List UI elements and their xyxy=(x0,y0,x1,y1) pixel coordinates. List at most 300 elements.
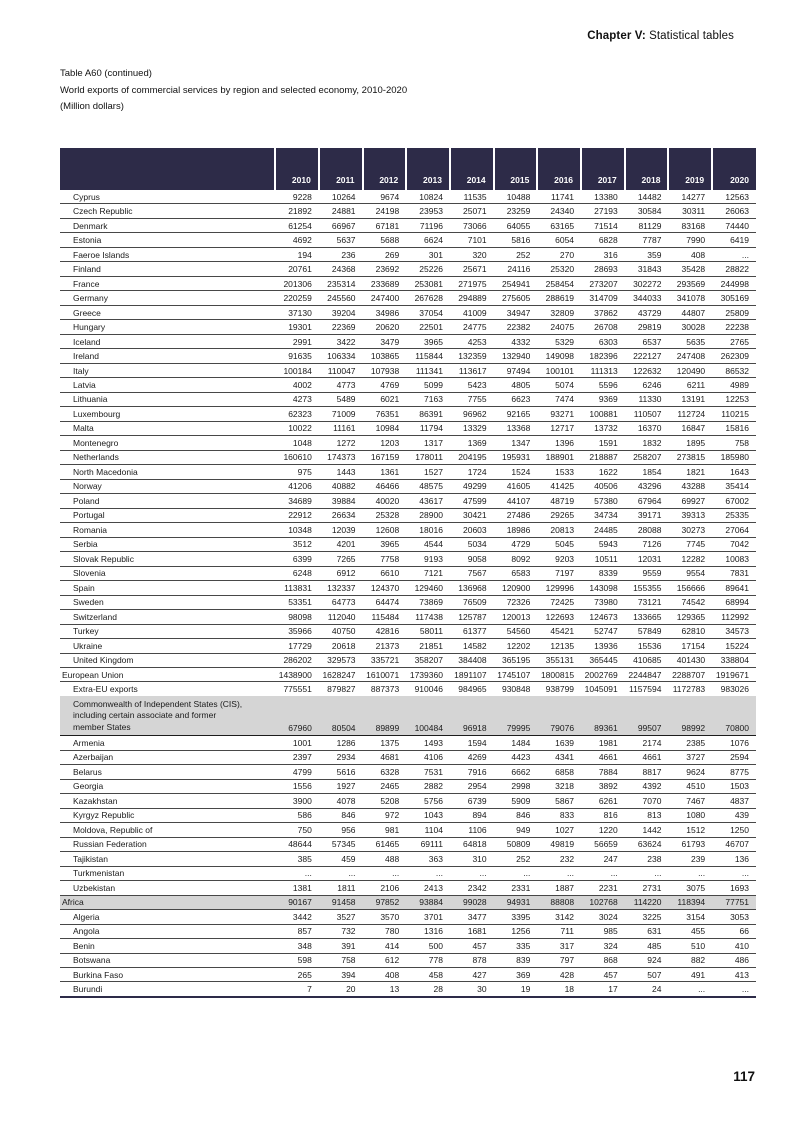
value-cell: 238 xyxy=(625,852,669,866)
value-cell: 887373 xyxy=(363,682,407,696)
value-cell: 1927 xyxy=(319,779,363,793)
value-cell: 25320 xyxy=(537,262,581,276)
value-cell: 9369 xyxy=(581,392,625,406)
value-cell: 6399 xyxy=(275,552,319,566)
value-cell: 7884 xyxy=(581,765,625,779)
table-row xyxy=(60,421,756,435)
value-cell: 6419 xyxy=(712,233,756,247)
value-cell: 30421 xyxy=(450,508,494,522)
table-row xyxy=(60,305,756,319)
row-label: Belarus xyxy=(60,765,275,779)
value-cell: 3053 xyxy=(712,910,756,924)
value-cell: 30584 xyxy=(625,204,669,218)
value-cell: 2002769 xyxy=(581,667,625,681)
value-cell: 4805 xyxy=(494,378,538,392)
table-row xyxy=(60,204,756,218)
value-cell: ... xyxy=(668,866,712,880)
value-cell: 1800815 xyxy=(537,667,581,681)
value-cell: 500 xyxy=(406,939,450,953)
year-column-header: 2019 xyxy=(668,148,712,190)
value-cell: 486 xyxy=(712,953,756,967)
value-cell: 185980 xyxy=(712,450,756,464)
value-cell: 612 xyxy=(363,953,407,967)
value-cell: 1172783 xyxy=(668,682,712,696)
value-cell: 50809 xyxy=(494,837,538,851)
value-cell: 112992 xyxy=(712,610,756,624)
value-cell: 13380 xyxy=(581,190,625,204)
value-cell: 1316 xyxy=(406,924,450,938)
row-label: Ireland xyxy=(60,349,275,363)
value-cell: 29819 xyxy=(625,320,669,334)
value-cell: 3965 xyxy=(406,334,450,348)
value-cell: 6303 xyxy=(581,334,625,348)
value-cell: 41009 xyxy=(450,305,494,319)
value-cell: 428 xyxy=(537,968,581,982)
value-cell: 14582 xyxy=(450,639,494,653)
value-cell: 6246 xyxy=(625,378,669,392)
value-cell: 301 xyxy=(406,247,450,261)
value-cell: 3225 xyxy=(625,910,669,924)
value-cell: 1643 xyxy=(712,465,756,479)
value-cell: 879827 xyxy=(319,682,363,696)
value-cell: 25226 xyxy=(406,262,450,276)
value-cell: 233689 xyxy=(363,276,407,290)
value-cell: 732 xyxy=(319,924,363,938)
value-cell: 7197 xyxy=(537,566,581,580)
value-cell: ... xyxy=(494,866,538,880)
value-cell: 1724 xyxy=(450,465,494,479)
value-cell: 1527 xyxy=(406,465,450,479)
value-cell: 391 xyxy=(319,939,363,953)
table-row xyxy=(60,494,756,508)
value-cell: 878 xyxy=(450,953,494,967)
table-row xyxy=(60,523,756,537)
value-cell: 2413 xyxy=(406,881,450,895)
value-cell: 314709 xyxy=(581,291,625,305)
value-cell: 488 xyxy=(363,852,407,866)
value-cell: 20 xyxy=(319,982,363,997)
value-cell: 1045091 xyxy=(581,682,625,696)
row-label: Botswana xyxy=(60,953,275,967)
value-cell: 41605 xyxy=(494,479,538,493)
row-label: Benin xyxy=(60,939,275,953)
value-cell: 6610 xyxy=(363,566,407,580)
value-cell: 288619 xyxy=(537,291,581,305)
value-cell: 91635 xyxy=(275,349,319,363)
value-cell: 413 xyxy=(712,968,756,982)
value-cell: 21373 xyxy=(363,639,407,653)
value-cell: 29265 xyxy=(537,508,581,522)
value-cell: 7831 xyxy=(712,566,756,580)
value-cell: 12717 xyxy=(537,421,581,435)
value-cell: 24881 xyxy=(319,204,363,218)
value-cell: 7126 xyxy=(625,537,669,551)
value-cell: 1524 xyxy=(494,465,538,479)
row-label: Luxembourg xyxy=(60,407,275,421)
value-cell: 16847 xyxy=(668,421,712,435)
value-cell: 14482 xyxy=(625,190,669,204)
table-row xyxy=(60,750,756,764)
value-cell: 44107 xyxy=(494,494,538,508)
value-cell: 1981 xyxy=(581,736,625,750)
row-label: Georgia xyxy=(60,779,275,793)
value-cell: 96962 xyxy=(450,407,494,421)
value-cell: 1048 xyxy=(275,436,319,450)
value-cell: 10022 xyxy=(275,421,319,435)
value-cell: 265 xyxy=(275,968,319,982)
value-cell: 54560 xyxy=(494,624,538,638)
value-cell: 11535 xyxy=(450,190,494,204)
value-cell: 457 xyxy=(450,939,494,953)
value-cell: 4423 xyxy=(494,750,538,764)
value-cell: 365195 xyxy=(494,653,538,667)
value-cell: 89899 xyxy=(363,696,407,736)
value-cell: 273815 xyxy=(668,450,712,464)
value-cell: 5074 xyxy=(537,378,581,392)
value-cell: 408 xyxy=(668,247,712,261)
value-cell: 7745 xyxy=(668,537,712,551)
value-cell: 103865 xyxy=(363,349,407,363)
row-label: Moldova, Republic of xyxy=(60,823,275,837)
value-cell: 5489 xyxy=(319,392,363,406)
value-cell: 363 xyxy=(406,852,450,866)
value-cell: 1891107 xyxy=(450,667,494,681)
row-label: Kazakhstan xyxy=(60,794,275,808)
value-cell: 4773 xyxy=(319,378,363,392)
year-column-header: 2016 xyxy=(537,148,581,190)
row-label: Serbia xyxy=(60,537,275,551)
table-row xyxy=(60,233,756,247)
value-cell: 2954 xyxy=(450,779,494,793)
value-cell: 222127 xyxy=(625,349,669,363)
value-cell: 110215 xyxy=(712,407,756,421)
value-cell: 1369 xyxy=(450,436,494,450)
value-cell: 7265 xyxy=(319,552,363,566)
value-cell: 839 xyxy=(494,953,538,967)
value-cell: 8775 xyxy=(712,765,756,779)
row-label: Estonia xyxy=(60,233,275,247)
value-cell: 71009 xyxy=(319,407,363,421)
value-cell: 23259 xyxy=(494,204,538,218)
value-cell: 124673 xyxy=(581,610,625,624)
value-cell: 3900 xyxy=(275,794,319,808)
row-label-line: Commonwealth of Independent States (CIS), xyxy=(73,698,243,709)
value-cell: 39171 xyxy=(625,508,669,522)
value-cell: 48644 xyxy=(275,837,319,851)
value-cell: 129460 xyxy=(406,581,450,595)
value-cell: 5616 xyxy=(319,765,363,779)
row-label: Hungary xyxy=(60,320,275,334)
value-cell: 1381 xyxy=(275,881,319,895)
value-cell: 1887 xyxy=(537,881,581,895)
value-cell: 2231 xyxy=(581,881,625,895)
value-cell: 310 xyxy=(450,852,494,866)
chapter-number: Chapter V: xyxy=(587,30,646,42)
row-label: Burundi xyxy=(60,982,275,997)
value-cell: 267628 xyxy=(406,291,450,305)
value-cell: 2106 xyxy=(363,881,407,895)
value-cell: 1591 xyxy=(581,436,625,450)
table-row xyxy=(60,450,756,464)
value-cell: 586 xyxy=(275,808,319,822)
value-cell: 797 xyxy=(537,953,581,967)
value-cell: 6624 xyxy=(406,233,450,247)
value-cell: 833 xyxy=(537,808,581,822)
value-cell: 1821 xyxy=(668,465,712,479)
value-cell: 125787 xyxy=(450,610,494,624)
value-cell: 598 xyxy=(275,953,319,967)
value-cell: 12202 xyxy=(494,639,538,653)
value-cell: 3442 xyxy=(275,910,319,924)
value-cell: 201306 xyxy=(275,276,319,290)
value-cell: 17154 xyxy=(668,639,712,653)
table-row xyxy=(60,852,756,866)
value-cell: 89641 xyxy=(712,581,756,595)
row-label: Azerbaijan xyxy=(60,750,275,764)
value-cell: 7070 xyxy=(625,794,669,808)
value-cell: 369 xyxy=(494,968,538,982)
value-cell: 1250 xyxy=(712,823,756,837)
value-cell: 16370 xyxy=(625,421,669,435)
row-label: Finland xyxy=(60,262,275,276)
value-cell: 129365 xyxy=(668,610,712,624)
table-row xyxy=(60,823,756,837)
value-cell: 324 xyxy=(581,939,625,953)
value-cell: 930848 xyxy=(494,682,538,696)
value-cell: 34986 xyxy=(363,305,407,319)
value-cell: 1220 xyxy=(581,823,625,837)
value-cell: 115484 xyxy=(363,610,407,624)
row-label: Kyrgyz Republic xyxy=(60,808,275,822)
value-cell: 99507 xyxy=(625,696,669,736)
value-cell: 341078 xyxy=(668,291,712,305)
value-cell: 401430 xyxy=(668,653,712,667)
value-cell: ... xyxy=(581,866,625,880)
value-cell: 239 xyxy=(668,852,712,866)
table-row xyxy=(60,696,756,736)
value-cell: 63165 xyxy=(537,218,581,232)
value-cell: 12031 xyxy=(625,552,669,566)
value-cell: 2991 xyxy=(275,334,319,348)
value-cell: 132940 xyxy=(494,349,538,363)
value-cell: 24368 xyxy=(319,262,363,276)
value-cell: 14277 xyxy=(668,190,712,204)
value-cell: 9674 xyxy=(363,190,407,204)
row-label: France xyxy=(60,276,275,290)
value-cell: 7467 xyxy=(668,794,712,808)
year-column-header: 2010 xyxy=(275,148,319,190)
value-cell: 1745107 xyxy=(494,667,538,681)
value-cell: 28822 xyxy=(712,262,756,276)
value-cell: 10348 xyxy=(275,523,319,537)
value-cell: 112040 xyxy=(319,610,363,624)
value-cell: 3701 xyxy=(406,910,450,924)
value-cell: 910046 xyxy=(406,682,450,696)
value-cell: 10264 xyxy=(319,190,363,204)
value-cell: 3512 xyxy=(275,537,319,551)
value-cell: 69111 xyxy=(406,837,450,851)
table-row xyxy=(60,218,756,232)
table-title: World exports of commercial services by region and selected economy, 2010-2020 xyxy=(60,84,408,96)
value-cell: 46466 xyxy=(363,479,407,493)
value-cell: 5756 xyxy=(406,794,450,808)
value-cell: 194 xyxy=(275,247,319,261)
value-cell: 10511 xyxy=(581,552,625,566)
year-column-header: 2014 xyxy=(450,148,494,190)
row-label: Slovenia xyxy=(60,566,275,580)
row-label-line: member States xyxy=(73,721,131,732)
value-cell: 99028 xyxy=(450,895,494,909)
value-cell: 25809 xyxy=(712,305,756,319)
value-cell: 232 xyxy=(537,852,581,866)
value-cell: 13936 xyxy=(581,639,625,653)
value-cell: 15816 xyxy=(712,421,756,435)
value-cell: ... xyxy=(319,866,363,880)
value-cell: 120013 xyxy=(494,610,538,624)
value-cell: 10984 xyxy=(363,421,407,435)
value-cell: 6583 xyxy=(494,566,538,580)
value-cell: 711 xyxy=(537,924,581,938)
value-cell: 98098 xyxy=(275,610,319,624)
row-label: Angola xyxy=(60,924,275,938)
value-cell: 86391 xyxy=(406,407,450,421)
value-cell: 1493 xyxy=(406,736,450,750)
value-cell: 414 xyxy=(363,939,407,953)
table-row xyxy=(60,392,756,406)
value-cell: 329573 xyxy=(319,653,363,667)
value-cell: 938799 xyxy=(537,682,581,696)
table-row xyxy=(60,407,756,421)
value-cell: 136968 xyxy=(450,581,494,595)
value-cell: 111313 xyxy=(581,363,625,377)
value-cell: 507 xyxy=(625,968,669,982)
value-cell: 758 xyxy=(319,953,363,967)
row-label: Portugal xyxy=(60,508,275,522)
value-cell: 77751 xyxy=(712,895,756,909)
value-cell: 1027 xyxy=(537,823,581,837)
value-cell: 3965 xyxy=(363,537,407,551)
value-cell: 275605 xyxy=(494,291,538,305)
value-cell: ... xyxy=(363,866,407,880)
value-cell: 758 xyxy=(712,436,756,450)
value-cell: 22912 xyxy=(275,508,319,522)
value-cell: 70800 xyxy=(712,696,756,736)
value-cell: 4692 xyxy=(275,233,319,247)
value-cell: 49299 xyxy=(450,479,494,493)
value-cell: 182396 xyxy=(581,349,625,363)
row-label: Extra-EU exports xyxy=(60,682,275,696)
value-cell: 1484 xyxy=(494,736,538,750)
row-label: Czech Republic xyxy=(60,204,275,218)
table-row xyxy=(60,465,756,479)
value-cell: 9203 xyxy=(537,552,581,566)
value-cell: 9559 xyxy=(625,566,669,580)
value-cell: 3218 xyxy=(537,779,581,793)
value-cell: 100101 xyxy=(537,363,581,377)
value-cell: 778 xyxy=(406,953,450,967)
value-cell: 35428 xyxy=(668,262,712,276)
row-label: Latvia xyxy=(60,378,275,392)
value-cell: 7755 xyxy=(450,392,494,406)
value-cell: 1347 xyxy=(494,436,538,450)
value-cell: 100184 xyxy=(275,363,319,377)
value-cell: 7163 xyxy=(406,392,450,406)
value-cell: ... xyxy=(712,247,756,261)
year-column-header: 2015 xyxy=(494,148,538,190)
value-cell: 61793 xyxy=(668,837,712,851)
value-cell: 22238 xyxy=(712,320,756,334)
value-cell: 1739360 xyxy=(406,667,450,681)
value-cell: 10083 xyxy=(712,552,756,566)
value-cell: 9554 xyxy=(668,566,712,580)
year-column-header: 2012 xyxy=(363,148,407,190)
value-cell: 983026 xyxy=(712,682,756,696)
value-cell: 28088 xyxy=(625,523,669,537)
table-row xyxy=(60,581,756,595)
value-cell: 66967 xyxy=(319,218,363,232)
value-cell: 136 xyxy=(712,852,756,866)
table-row xyxy=(60,247,756,261)
table-row xyxy=(60,436,756,450)
value-cell: 9624 xyxy=(668,765,712,779)
value-cell: 2174 xyxy=(625,736,669,750)
value-cell: 1438900 xyxy=(275,667,319,681)
table-row xyxy=(60,378,756,392)
value-cell: 813 xyxy=(625,808,669,822)
value-cell: 1503 xyxy=(712,779,756,793)
value-cell: 816 xyxy=(581,808,625,822)
value-cell: 4681 xyxy=(363,750,407,764)
row-label: Italy xyxy=(60,363,275,377)
value-cell: 61254 xyxy=(275,218,319,232)
row-label: Germany xyxy=(60,291,275,305)
value-cell: 52747 xyxy=(581,624,625,638)
table-row xyxy=(60,866,756,880)
value-cell: 6211 xyxy=(668,378,712,392)
value-cell: 6021 xyxy=(363,392,407,406)
value-cell: 1639 xyxy=(537,736,581,750)
value-cell: 247400 xyxy=(363,291,407,305)
value-cell: 106334 xyxy=(319,349,363,363)
value-cell: 5034 xyxy=(450,537,494,551)
value-cell: 5423 xyxy=(450,378,494,392)
value-cell: 1375 xyxy=(363,736,407,750)
value-cell: 384408 xyxy=(450,653,494,667)
value-cell: 5635 xyxy=(668,334,712,348)
value-cell: 24116 xyxy=(494,262,538,276)
value-cell: 43296 xyxy=(625,479,669,493)
value-cell: 63624 xyxy=(625,837,669,851)
value-cell: 122632 xyxy=(625,363,669,377)
value-cell: 11741 xyxy=(537,190,581,204)
value-cell: 91458 xyxy=(319,895,363,909)
value-cell: 79076 xyxy=(537,696,581,736)
value-cell: 62810 xyxy=(668,624,712,638)
value-cell: 6261 xyxy=(581,794,625,808)
value-cell: 4989 xyxy=(712,378,756,392)
row-label: Romania xyxy=(60,523,275,537)
row-label: Slovak Republic xyxy=(60,552,275,566)
value-cell: 4106 xyxy=(406,750,450,764)
value-cell: 1681 xyxy=(450,924,494,938)
table-row xyxy=(60,794,756,808)
value-cell: 2731 xyxy=(625,881,669,895)
value-cell: 5208 xyxy=(363,794,407,808)
value-cell: 37054 xyxy=(406,305,450,319)
value-cell: 317 xyxy=(537,939,581,953)
value-cell: 7474 xyxy=(537,392,581,406)
row-label: Faeroe Islands xyxy=(60,247,275,261)
